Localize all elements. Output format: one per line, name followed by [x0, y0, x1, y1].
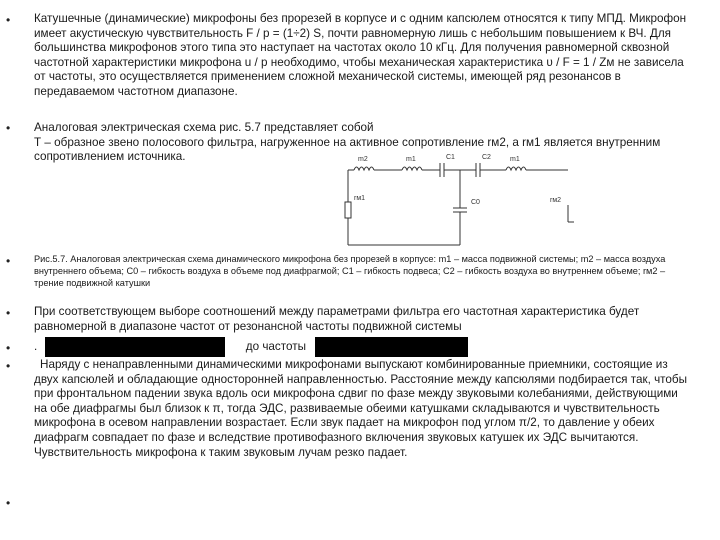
label-rm2: rм2 — [550, 197, 562, 204]
formula-prefix: . — [34, 340, 38, 354]
figure-caption: Рис.5.7. Аналоговая электрическая схема динамического микрофона без прорезей в корпусе: m1 – масса подвижной системы; m2 – масса воздуха внутреннего объема; C0 – гибкость воздуха в объеме под диафрагмой; C1 – гибкость подвеса; C2 – гибкость воздуха во внутреннем объеме; rм2 – трение подвижной катушки — [34, 254, 666, 288]
bullet-marker: • — [6, 306, 11, 320]
paragraph-line: Аналоговая электрическая схема рис. 5.7 представляет собой — [34, 121, 374, 134]
resistor-rm1 — [345, 202, 351, 218]
formula-image-block — [315, 337, 468, 357]
bullet-marker: • — [6, 13, 11, 27]
paragraph-filter-response: При соответствующем выборе соотношений между параметрами фильтра его частотная характеристика будет равномерной в диапазоне частот от резонансной частоты подвижной системы — [34, 305, 640, 333]
inductor-m1b — [506, 167, 526, 170]
bullet-marker: • — [6, 359, 11, 373]
formula-line — [34, 337, 694, 357]
inductor-m1 — [402, 167, 422, 170]
bullet-marker: • — [6, 121, 11, 135]
circuit-diagram — [330, 150, 580, 250]
inductor-m2 — [354, 167, 374, 170]
label-m1: m1 — [406, 156, 416, 163]
bullet-marker: • — [6, 496, 11, 510]
label-c0: C0 — [471, 199, 480, 206]
label-c1: C1 — [446, 154, 455, 161]
label-m1b: m1 — [510, 156, 520, 163]
paragraph-microphone-intro: Катушечные (динамические) микрофоны без прорезей в корпусе и с одним капсюлем относятся к типу МПД. Микрофон имеет акустическую чувствительность F / p = (1÷2) S, почти равномерную лишь с небольшим повышением к ВЧ. Для большинства микрофонов этого типа это наступает на частотах около 10 кГц. Для получения равномерной сквозной частотной характеристики микрофона u / p необходимо, чтобы механическая характеристика υ / F = 1 / Zм не зависела от частоты, это осуществляется применением сложной механической системы, имеющей ряд резонансов в передаваемом частотном диапазоне. — [34, 12, 687, 98]
bullet-marker: • — [6, 254, 11, 268]
paragraph-combined-receivers: Наряду с ненаправленными динамическими микрофонами выпускают комбинированные приемники, состоящие из двух капсюлей и обладающие односторонней направленностью. Расстояние между капсюлями подбирается так, чтобы при фронтальном падении звука вдоль оси микрофона сдвиг по фазе между звуковыми колебаниями, действующими на обе диафрагмы был близок к π, тогда ЭДС, развиваемые обеими катушками складываются и чувствительность микрофона в осевом направлении возрастает. Если звук падает на микрофон под углом π/2, то давление у обеих диафрагм совпадает по фазе и вследствие противофазного включения звуковых катушек их ЭДС вычитаются. Чувствительность микрофона к таким звуковым лучам резко падает. — [34, 358, 687, 459]
formula-image-block — [45, 337, 225, 357]
label-c2: C2 — [482, 154, 491, 161]
paragraph-line: Т – образное звено полосового фильтра, нагруженное на активное сопротивление rм2, а rм1 является внутренним сопротивлением источника. — [34, 135, 661, 164]
bullet-marker: • — [6, 341, 11, 355]
label-rm1: rм1 — [354, 195, 366, 202]
formula-mid-text: до частоты — [245, 340, 306, 354]
label-m2: m2 — [358, 156, 368, 163]
